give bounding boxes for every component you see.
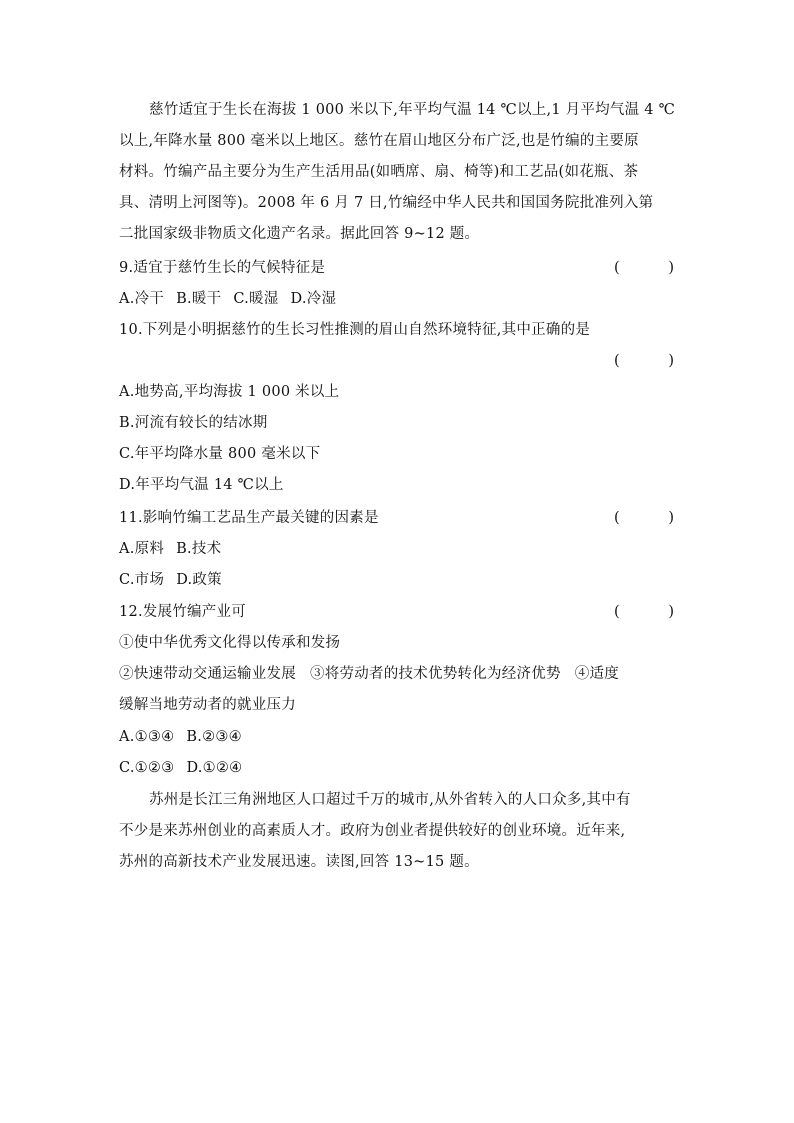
question-10-stem: 10.下列是小明据慈竹的生长习性推测的眉山自然环境特征,其中正确的是 [119,322,591,338]
question-12-stem: 12.发展竹编产业可 [119,604,247,620]
option-b[interactable]: B.②③④ [186,729,242,745]
statement-1: ①使中华优秀文化得以传承和发扬 [119,635,341,651]
question-11-stem: 11.影响竹编工艺品生产最关键的因素是 [119,510,379,526]
passage-line: 以上,年降水量 800 毫米以上地区。慈竹在眉山地区分布广泛,也是竹编的主要原 [119,133,639,149]
passage-line: 不少是来苏州创业的高素质人才。政府为创业者提供较好的创业环境。近年来, [119,823,626,839]
option-d[interactable]: D.政策 [176,572,222,588]
question-9-stem: 9.适宜于慈竹生长的气候特征是 [119,260,326,276]
question-12-options-row1 [119,722,679,753]
option-c[interactable]: C.市场 [119,572,165,588]
passage-line: 二批国家级非物质文化遗产名录。据此回答 9~12 题。 [119,226,480,242]
option-c[interactable]: C.年平均降水量 800 毫米以下 [119,446,321,462]
passage-line: 材料。竹编产品主要分为生产生活用品(如晒席、扇、椅等)和工艺品(如花瓶、茶 [119,164,639,180]
option-d[interactable]: D.①②④ [186,760,243,776]
statement-4: ④适度 [574,666,619,682]
statements-row [119,659,679,690]
question-11-options-row1 [119,534,679,565]
question-11-options-row2 [119,565,679,596]
option-b[interactable]: B.暖干 [176,291,222,307]
option-c[interactable]: C.①②③ [119,760,175,776]
passage-line: 具、清明上河图等)。2008 年 6 月 7 日,竹编经中华人民共和国国务院批准列入第 [119,195,654,211]
option-c[interactable]: C.暖湿 [233,291,279,307]
passage-line: 苏州是长江三角洲地区人口超过千万的城市,从外省转入的人口众多,其中有 [149,792,631,808]
passage-line: 苏州的高新技术产业发展迅速。读图,回答 13~15 题。 [119,854,479,870]
statement-2: ②快速带动交通运输业发展 [119,666,296,682]
option-b[interactable]: B.技术 [176,541,222,557]
option-d[interactable]: D.年平均气温 14 ℃以上 [119,477,284,493]
statement-3: ③将劳动者的技术优势转化为经济优势 [310,666,561,682]
answer-blank-q12[interactable]: ( ) [614,604,674,620]
passage-line: 慈竹适宜于生长在海拔 1 000 米以下,年平均气温 14 ℃以上,1 月平均气温 4 ℃ [149,102,676,118]
option-a[interactable]: A.冷干 [119,291,165,307]
question-9-options [119,284,679,315]
option-b[interactable]: B.河流有较长的结冰期 [119,415,268,431]
option-a[interactable]: A.地势高,平均海拔 1 000 米以上 [119,384,340,400]
answer-blank-q10[interactable]: ( ) [614,353,674,369]
statement-4-continued: 缓解当地劳动者的就业压力 [119,697,296,713]
option-a[interactable]: A.原料 [119,541,165,557]
answer-blank-q9[interactable]: ( ) [614,260,674,276]
question-12-options-row2 [119,753,679,784]
option-a[interactable]: A.①③④ [119,729,175,745]
answer-blank-q11[interactable]: ( ) [614,510,674,526]
option-d[interactable]: D.冷湿 [290,291,337,307]
